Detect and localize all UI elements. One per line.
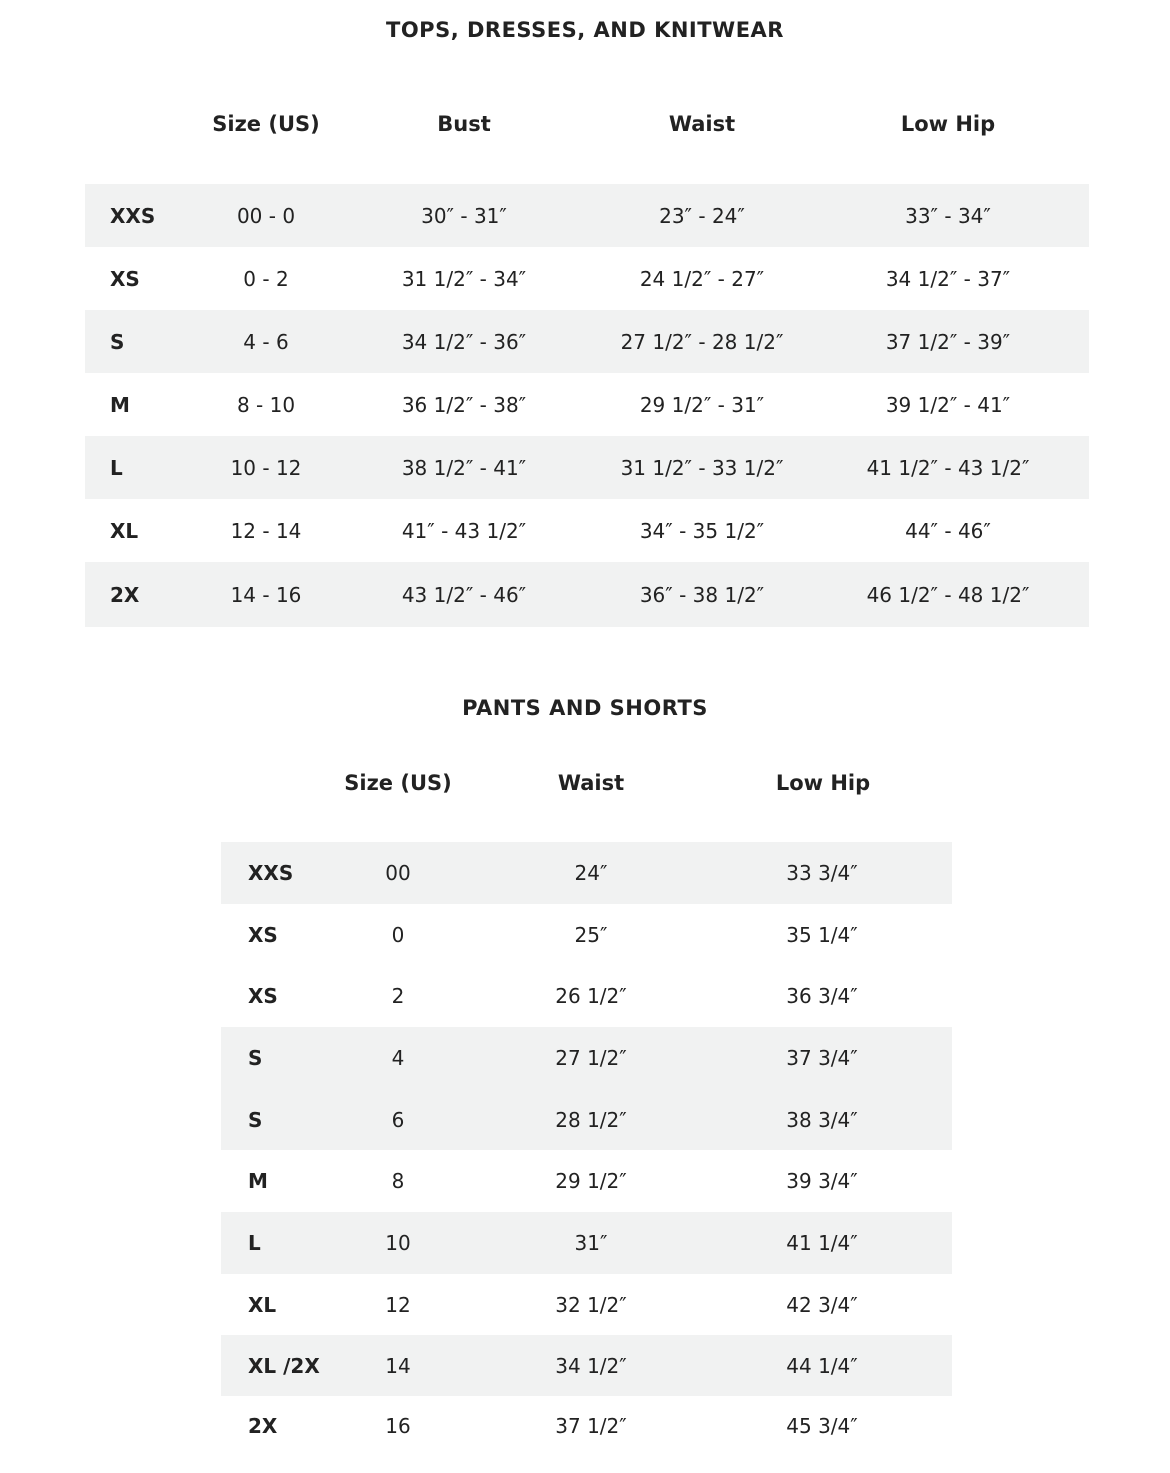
row-waist: 28 1/2″	[555, 1107, 627, 1132]
row-size-label: M	[110, 392, 130, 417]
table-row	[221, 1150, 952, 1212]
row-waist: 31 1/2″ - 33 1/2″	[620, 455, 784, 480]
row-us-size: 12	[385, 1292, 411, 1317]
row-size-label: XL /2X	[248, 1353, 320, 1378]
table-row	[221, 904, 952, 965]
row-low-hip: 39 1/2″ - 41″	[885, 392, 1011, 417]
row-size-label: S	[248, 1107, 263, 1132]
row-low-hip: 34 1/2″ - 37″	[885, 266, 1011, 291]
row-us-size: 10	[385, 1231, 411, 1255]
row-bust: 30″ - 31″	[421, 203, 507, 228]
row-size-label: 2X	[248, 1414, 278, 1438]
row-bust: 31 1/2″ - 34″	[401, 266, 527, 291]
table-row	[221, 1089, 952, 1150]
row-us-size: 14 - 16	[230, 582, 302, 607]
tops-header-waist: Waist	[668, 112, 736, 136]
row-low-hip: 44 1/4″	[786, 1353, 858, 1378]
row-size-label: L	[110, 455, 123, 480]
row-bust: 41″ - 43 1/2″	[401, 518, 527, 543]
table-row	[221, 1396, 952, 1456]
row-waist: 27 1/2″	[555, 1046, 627, 1070]
pants-size-table	[221, 842, 952, 1456]
row-us-size: 8	[391, 1169, 405, 1193]
row-size-label: XL	[110, 518, 139, 543]
row-low-hip: 38 3/4″	[786, 1107, 858, 1132]
row-us-size: 4 - 6	[243, 329, 289, 354]
row-us-size: 2	[391, 984, 405, 1008]
row-size-label: XXS	[110, 203, 156, 228]
row-waist: 27 1/2″ - 28 1/2″	[620, 329, 784, 354]
row-size-label: L	[248, 1231, 261, 1255]
row-size-label: S	[248, 1046, 263, 1070]
row-waist: 29 1/2″	[555, 1169, 627, 1193]
row-low-hip: 41 1/2″ - 43 1/2″	[866, 455, 1030, 480]
row-size-label: M	[248, 1169, 268, 1193]
row-low-hip: 42 3/4″	[786, 1292, 858, 1317]
row-size-label: XL	[248, 1292, 277, 1317]
row-size-label: XS	[248, 922, 278, 947]
row-us-size: 14	[385, 1353, 411, 1378]
row-low-hip: 39 3/4″	[786, 1169, 858, 1193]
table-row	[221, 1335, 952, 1396]
row-low-hip: 45 3/4″	[786, 1414, 858, 1438]
row-low-hip: 37 1/2″ - 39″	[885, 329, 1011, 354]
tops-size-table	[85, 184, 1089, 627]
row-waist: 34 1/2″	[555, 1353, 627, 1378]
row-bust: 34 1/2″ - 36″	[401, 329, 527, 354]
row-us-size: 0	[391, 922, 405, 947]
row-low-hip: 44″ - 46″	[905, 518, 991, 543]
row-waist: 26 1/2″	[555, 984, 627, 1008]
row-low-hip: 46 1/2″ - 48 1/2″	[866, 582, 1030, 607]
row-size-label: XXS	[248, 861, 294, 885]
row-us-size: 8 - 10	[236, 392, 296, 417]
row-us-size: 00 - 0	[236, 203, 296, 228]
row-bust: 38 1/2″ - 41″	[401, 455, 527, 480]
row-size-label: S	[110, 329, 125, 354]
row-bust: 36 1/2″ - 38″	[401, 392, 527, 417]
row-low-hip: 35 1/4″	[786, 922, 858, 947]
tops-header-low-hip: Low Hip	[900, 112, 996, 136]
row-waist: 24″	[574, 861, 608, 885]
table-row	[221, 1274, 952, 1335]
row-low-hip: 33 3/4″	[786, 861, 858, 885]
tops-section-title: TOPS, DRESSES, AND KNITWEAR	[386, 18, 784, 42]
row-us-size: 00	[385, 861, 411, 885]
table-row	[85, 247, 1089, 310]
row-low-hip: 33″ - 34″	[905, 203, 991, 228]
row-waist: 29 1/2″ - 31″	[639, 392, 765, 417]
table-row	[85, 562, 1089, 627]
tops-header-bust: Bust	[437, 112, 491, 136]
row-us-size: 4	[391, 1046, 405, 1070]
row-waist: 25″	[574, 922, 608, 947]
row-us-size: 0 - 2	[243, 266, 289, 291]
row-us-size: 16	[385, 1414, 411, 1438]
table-row	[221, 1027, 952, 1089]
row-bust: 43 1/2″ - 46″	[401, 582, 527, 607]
table-row	[221, 1212, 952, 1274]
pants-header-waist: Waist	[557, 771, 625, 795]
table-row	[221, 965, 952, 1027]
table-row	[221, 842, 952, 904]
row-size-label: 2X	[110, 582, 140, 607]
table-row	[85, 184, 1089, 247]
row-size-label: XS	[110, 266, 140, 291]
row-waist: 37 1/2″	[555, 1414, 627, 1438]
row-waist: 23″ - 24″	[659, 203, 745, 228]
table-row	[85, 310, 1089, 373]
row-waist: 36″ - 38 1/2″	[639, 582, 765, 607]
row-waist: 32 1/2″	[555, 1292, 627, 1317]
row-waist: 24 1/2″ - 27″	[639, 266, 765, 291]
tops-header-size: Size (US)	[212, 112, 320, 136]
table-row	[85, 373, 1089, 436]
row-low-hip: 41 1/4″	[786, 1231, 858, 1255]
pants-header-size: Size (US)	[344, 771, 452, 795]
row-low-hip: 37 3/4″	[786, 1046, 858, 1070]
table-row	[85, 499, 1089, 562]
row-us-size: 12 - 14	[230, 518, 302, 543]
row-low-hip: 36 3/4″	[786, 984, 858, 1008]
row-waist: 31″	[574, 1231, 608, 1255]
table-row	[85, 436, 1089, 499]
row-size-label: XS	[248, 984, 278, 1008]
pants-header-low-hip: Low Hip	[775, 771, 871, 795]
row-us-size: 6	[391, 1107, 405, 1132]
pants-section-title: PANTS AND SHORTS	[462, 696, 708, 720]
row-waist: 34″ - 35 1/2″	[639, 518, 765, 543]
row-us-size: 10 - 12	[230, 455, 302, 480]
